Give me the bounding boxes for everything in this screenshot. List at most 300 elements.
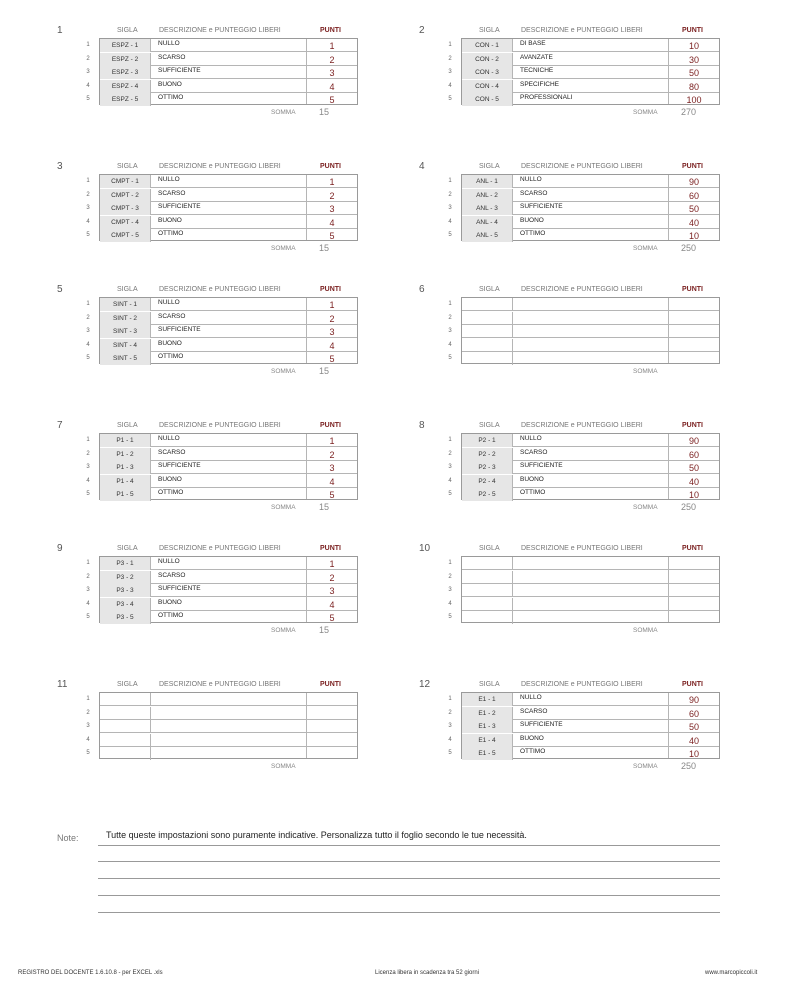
sigla-cell[interactable] [462,325,513,338]
description-cell[interactable] [158,734,308,747]
description-cell[interactable]: SCARSO [158,313,186,320]
header-descrizione: DESCRIZIONE e PUNTEGGIO LIBERI [159,27,281,34]
points-cell[interactable]: 5 [329,95,335,105]
notes-line [98,912,720,913]
sigla-cell[interactable]: P1 - 4 [100,475,151,488]
points-cell[interactable]: 40 [688,477,699,487]
points-cell[interactable] [307,707,357,720]
rubric-block [57,161,397,261]
points-cell[interactable]: 40 [688,218,699,228]
row-number: 5 [86,232,90,238]
row-number: 5 [86,750,90,756]
sigla-cell[interactable]: P2 - 1 [462,434,513,447]
table-row [462,557,719,570]
row-number: 4 [86,219,90,225]
row-number: 2 [448,710,452,716]
header-punti: PUNTI [320,163,341,170]
row-number: 1 [448,42,452,48]
description-cell[interactable]: SUFFICIENTE [158,67,201,74]
points-cell[interactable]: 80 [688,82,699,92]
points-cell[interactable]: 2 [329,573,335,583]
sigla-cell[interactable]: P2 - 5 [462,488,513,501]
description-cell[interactable]: NULLO [520,176,542,183]
description-cell[interactable]: SCARSO [520,708,548,715]
sigla-cell[interactable]: P1 - 2 [100,448,151,461]
header-sigla: SIGLA [479,163,500,170]
description-cell[interactable] [158,720,308,733]
points-cell[interactable]: 90 [688,695,699,705]
sigla-cell[interactable]: CON - 4 [462,80,513,93]
header-descrizione: DESCRIZIONE e PUNTEGGIO LIBERI [159,545,281,552]
points-cell[interactable] [307,747,357,760]
sigla-cell[interactable]: E1 - 4 [462,734,513,747]
block-number: 10 [419,543,431,554]
footer-website[interactable]: www.marcopiccoli.it [705,970,758,976]
table-row [100,312,357,325]
sigla-cell[interactable]: E1 - 1 [462,693,513,706]
description-cell[interactable]: BUONO [520,735,544,742]
points-cell[interactable] [669,325,719,338]
row-number: 4 [448,219,452,225]
sigla-cell[interactable]: SINT - 5 [100,352,151,365]
table-row [100,598,357,611]
points-cell[interactable] [669,598,719,611]
points-cell[interactable]: 60 [688,191,699,201]
row-number: 1 [448,301,452,307]
points-cell[interactable]: 3 [329,586,335,596]
description-cell[interactable] [520,557,670,570]
row-number: 1 [86,42,90,48]
row-number: 2 [448,315,452,321]
points-cell[interactable]: 1 [329,41,335,51]
table-row [100,80,357,93]
table-row [100,298,357,311]
sigla-cell[interactable]: ESPZ - 2 [100,53,151,66]
row-number: 4 [86,737,90,743]
points-cell[interactable] [669,352,719,365]
description-cell[interactable]: BUONO [520,476,544,483]
rubric-block [419,543,759,643]
table-row [462,312,719,325]
description-cell[interactable] [520,571,670,584]
description-cell[interactable]: NULLO [520,435,542,442]
row-number: 3 [448,205,452,211]
sigla-cell[interactable]: P1 - 3 [100,461,151,474]
sigla-cell[interactable] [462,584,513,597]
rubric-table [461,556,720,623]
sigla-cell[interactable]: CMPT - 2 [100,189,151,202]
table-row [462,584,719,597]
sigla-cell[interactable]: CON - 5 [462,93,513,106]
description-cell[interactable]: SCARSO [158,572,186,579]
points-cell[interactable]: 2 [329,55,335,65]
points-cell[interactable]: 3 [329,463,335,473]
row-number: 5 [448,750,452,756]
points-cell[interactable]: 60 [688,709,699,719]
header-sigla: SIGLA [479,545,500,552]
table-row [100,734,357,747]
description-cell[interactable] [520,598,670,611]
rubric-table [461,692,720,759]
notes-text[interactable]: Tutte queste impostazioni sono puramente indicative. Personalizza tutto il foglio secondo le tue necessità. [106,830,527,840]
points-cell[interactable]: 40 [688,736,699,746]
row-number: 1 [448,437,452,443]
description-cell[interactable]: OTTIMO [158,612,184,619]
points-cell[interactable]: 10 [688,41,699,51]
points-cell[interactable]: 3 [329,68,335,78]
description-cell[interactable]: OTTIMO [158,353,184,360]
description-cell[interactable]: SCARSO [158,190,186,197]
description-cell[interactable]: AVANZATE [520,54,553,61]
table-row [462,693,719,706]
row-number: 3 [448,328,452,334]
header-sigla: SIGLA [479,27,500,34]
points-cell[interactable]: 10 [688,231,699,241]
table-row [462,80,719,93]
description-cell[interactable]: BUONO [158,340,182,347]
description-cell[interactable]: BUONO [158,81,182,88]
description-cell[interactable]: NULLO [158,299,180,306]
points-cell[interactable]: 4 [329,341,335,351]
description-cell[interactable]: NULLO [158,435,180,442]
sigla-cell[interactable]: CMPT - 1 [100,175,151,188]
points-cell[interactable]: 30 [688,55,699,65]
somma-label: SOMMA [271,368,296,375]
description-cell[interactable]: BUONO [158,476,182,483]
row-number: 2 [448,451,452,457]
sigla-cell[interactable]: P1 - 1 [100,434,151,447]
sigla-cell[interactable] [100,747,151,760]
notes-line [98,878,720,879]
rubric-table [99,174,358,241]
sigla-cell[interactable]: P2 - 4 [462,475,513,488]
table-row [100,325,357,338]
points-cell[interactable]: 10 [688,490,699,500]
points-cell[interactable] [669,312,719,325]
row-number: 3 [86,587,90,593]
description-cell[interactable]: PROFESSIONALI [520,94,573,101]
description-cell[interactable] [158,747,308,760]
description-cell[interactable]: SUFFICIENTE [158,203,201,210]
points-cell[interactable]: 4 [329,477,335,487]
description-cell[interactable] [520,312,670,325]
sigla-cell[interactable] [462,557,513,570]
points-cell[interactable]: 1 [329,436,335,446]
table-row [100,216,357,229]
row-number: 3 [86,205,90,211]
table-row [100,707,357,720]
points-cell[interactable] [307,693,357,706]
row-number: 4 [448,342,452,348]
description-cell[interactable]: SPECIFICHE [520,81,560,88]
description-cell[interactable]: DI BASE [520,40,546,47]
somma-label: SOMMA [271,504,296,511]
row-number: 5 [448,96,452,102]
sigla-cell[interactable] [462,611,513,624]
points-cell[interactable]: 3 [329,327,335,337]
rubric-block [419,679,759,779]
description-cell[interactable]: OTTIMO [520,230,546,237]
sigla-cell[interactable]: P3 - 3 [100,584,151,597]
sigla-cell[interactable]: E1 - 3 [462,720,513,733]
table-row [462,720,719,733]
description-cell[interactable]: TECNICHE [520,67,554,74]
description-cell[interactable]: OTTIMO [158,230,184,237]
description-cell[interactable]: OTTIMO [520,489,546,496]
points-cell[interactable] [669,611,719,624]
description-cell[interactable]: OTTIMO [158,94,184,101]
sigla-cell[interactable]: ANL - 1 [462,175,513,188]
row-number: 3 [448,464,452,470]
points-cell[interactable]: 5 [329,613,335,623]
sigla-cell[interactable]: CMPT - 5 [100,229,151,242]
points-cell[interactable] [307,734,357,747]
sigla-cell[interactable]: P2 - 2 [462,448,513,461]
sigla-cell[interactable]: SINT - 1 [100,298,151,311]
description-cell[interactable]: SUFFICIENTE [520,462,563,469]
sigla-cell[interactable] [462,352,513,365]
notes-label: Note: [57,833,79,843]
sigla-cell[interactable]: P3 - 5 [100,611,151,624]
points-cell[interactable] [669,298,719,311]
points-cell[interactable]: 2 [329,450,335,460]
table-row [462,488,719,501]
block-number: 9 [57,543,63,554]
table-row [100,693,357,706]
somma-value: 15 [319,625,330,635]
description-cell[interactable]: BUONO [158,599,182,606]
header-punti: PUNTI [682,545,703,552]
header-descrizione: DESCRIZIONE e PUNTEGGIO LIBERI [159,286,281,293]
header-punti: PUNTI [682,286,703,293]
rubric-block [419,420,759,520]
points-cell[interactable]: 5 [329,490,335,500]
table-row [100,720,357,733]
description-cell[interactable]: NULLO [158,40,180,47]
points-cell[interactable]: 1 [329,559,335,569]
row-number: 2 [86,574,90,580]
description-cell[interactable] [520,339,670,352]
sigla-cell[interactable]: ANL - 4 [462,216,513,229]
sigla-cell[interactable] [100,734,151,747]
points-cell[interactable]: 90 [688,436,699,446]
points-cell[interactable]: 4 [329,82,335,92]
header-punti: PUNTI [320,422,341,429]
sigla-cell[interactable]: P3 - 1 [100,557,151,570]
table-row [100,434,357,447]
sigla-cell[interactable]: ESPZ - 1 [100,39,151,52]
description-cell[interactable] [158,693,308,706]
sigla-cell[interactable]: CON - 1 [462,39,513,52]
sigla-cell[interactable]: CMPT - 3 [100,202,151,215]
description-cell[interactable]: SUFFICIENTE [520,203,563,210]
sigla-cell[interactable]: P3 - 2 [100,571,151,584]
table-row [100,488,357,501]
table-row [462,325,719,338]
sigla-cell[interactable]: ESPZ - 4 [100,80,151,93]
points-cell[interactable]: 2 [329,314,335,324]
row-number: 1 [86,437,90,443]
rubric-block [419,284,759,384]
sigla-cell[interactable]: CON - 2 [462,53,513,66]
sigla-cell[interactable]: E1 - 2 [462,707,513,720]
sigla-cell[interactable]: ANL - 5 [462,229,513,242]
description-cell[interactable]: SCARSO [520,190,548,197]
sigla-cell[interactable] [462,571,513,584]
header-sigla: SIGLA [117,163,138,170]
row-number: 4 [448,737,452,743]
sigla-cell[interactable]: ANL - 2 [462,189,513,202]
header-sigla: SIGLA [117,422,138,429]
header-descrizione: DESCRIZIONE e PUNTEGGIO LIBERI [521,545,643,552]
sigla-cell[interactable] [100,707,151,720]
description-cell[interactable]: BUONO [520,217,544,224]
row-number: 4 [448,83,452,89]
rubric-table [99,433,358,500]
points-cell[interactable]: 10 [688,749,699,759]
rubric-block [57,679,397,779]
block-number: 7 [57,420,63,431]
sigla-cell[interactable] [462,312,513,325]
row-number: 2 [86,56,90,62]
sigla-cell[interactable]: SINT - 2 [100,312,151,325]
sigla-cell[interactable]: E1 - 5 [462,747,513,760]
sigla-cell[interactable] [100,693,151,706]
description-cell[interactable]: OTTIMO [158,489,184,496]
table-row [100,339,357,352]
sigla-cell[interactable]: CMPT - 4 [100,216,151,229]
description-cell[interactable] [520,298,670,311]
description-cell[interactable]: BUONO [158,217,182,224]
table-row [462,39,719,52]
row-number: 3 [448,723,452,729]
sigla-cell[interactable]: CON - 3 [462,66,513,79]
sigla-cell[interactable]: ESPZ - 5 [100,93,151,106]
header-punti: PUNTI [320,681,341,688]
row-number: 2 [86,315,90,321]
table-row [462,339,719,352]
sigla-cell[interactable]: SINT - 4 [100,339,151,352]
table-row [100,93,357,106]
row-number: 1 [448,696,452,702]
header-punti: PUNTI [682,163,703,170]
somma-value: 15 [319,243,330,253]
somma-value: 15 [319,107,330,117]
header-descrizione: DESCRIZIONE e PUNTEGGIO LIBERI [521,681,643,688]
header-punti: PUNTI [320,27,341,34]
points-cell[interactable]: 4 [329,600,335,610]
header-punti: PUNTI [320,286,341,293]
somma-value: 250 [681,761,697,771]
description-cell[interactable]: NULLO [158,176,180,183]
points-cell[interactable]: 3 [329,204,335,214]
table-row [100,611,357,624]
points-cell[interactable] [669,584,719,597]
description-cell[interactable]: SCARSO [158,449,186,456]
description-cell[interactable] [520,611,670,624]
points-cell[interactable]: 1 [329,300,335,310]
points-cell[interactable]: 100 [686,95,702,105]
points-cell[interactable]: 50 [688,463,699,473]
table-row [100,747,357,760]
notes-line [98,861,720,862]
sigla-cell[interactable] [462,298,513,311]
description-cell[interactable] [520,584,670,597]
points-cell[interactable]: 2 [329,191,335,201]
sigla-cell[interactable] [462,598,513,611]
row-number: 2 [448,574,452,580]
row-number: 3 [86,464,90,470]
block-number: 11 [57,679,68,690]
sigla-cell[interactable]: P3 - 4 [100,598,151,611]
sigla-cell[interactable]: ESPZ - 3 [100,66,151,79]
row-number: 4 [448,478,452,484]
rubric-table [461,297,720,364]
points-cell[interactable] [669,571,719,584]
sigla-cell[interactable]: ANL - 3 [462,202,513,215]
description-cell[interactable] [520,325,670,338]
row-number: 4 [448,601,452,607]
sigla-cell[interactable]: P2 - 3 [462,461,513,474]
description-cell[interactable]: NULLO [158,558,180,565]
description-cell[interactable]: SUFFICIENTE [158,326,201,333]
points-cell[interactable] [669,557,719,570]
points-cell[interactable]: 50 [688,204,699,214]
points-cell[interactable]: 5 [329,231,335,241]
somma-label: SOMMA [633,109,658,116]
description-cell[interactable]: OTTIMO [520,748,546,755]
block-number: 5 [57,284,63,295]
sigla-cell[interactable] [462,339,513,352]
points-cell[interactable]: 50 [688,722,699,732]
table-row [462,352,719,365]
points-cell[interactable]: 5 [329,354,335,364]
sigla-cell[interactable]: P1 - 5 [100,488,151,501]
description-cell[interactable]: SUFFICIENTE [520,721,563,728]
table-row [462,734,719,747]
points-cell[interactable]: 90 [688,177,699,187]
block-number: 4 [419,161,425,172]
description-cell[interactable]: SUFFICIENTE [158,462,201,469]
row-number: 3 [448,587,452,593]
sigla-cell[interactable]: SINT - 3 [100,325,151,338]
points-cell[interactable]: 50 [688,68,699,78]
row-number: 5 [86,355,90,361]
somma-label: SOMMA [633,368,658,375]
somma-value: 250 [681,243,697,253]
description-cell[interactable]: SUFFICIENTE [158,585,201,592]
points-cell[interactable] [669,339,719,352]
rubric-block [57,284,397,384]
description-cell[interactable]: SCARSO [520,449,548,456]
description-cell[interactable] [520,352,670,365]
table-row [100,461,357,474]
points-cell[interactable]: 1 [329,177,335,187]
points-cell[interactable]: 4 [329,218,335,228]
rubric-block [57,25,397,125]
header-sigla: SIGLA [117,286,138,293]
points-cell[interactable]: 60 [688,450,699,460]
table-row [100,475,357,488]
description-cell[interactable]: SCARSO [158,54,186,61]
table-row [462,571,719,584]
points-cell[interactable] [307,720,357,733]
footer-license: Licenza libera in scadenza tra 52 giorni [375,970,480,976]
description-cell[interactable]: NULLO [520,694,542,701]
description-cell[interactable] [158,707,308,720]
sigla-cell[interactable] [100,720,151,733]
header-punti: PUNTI [682,422,703,429]
